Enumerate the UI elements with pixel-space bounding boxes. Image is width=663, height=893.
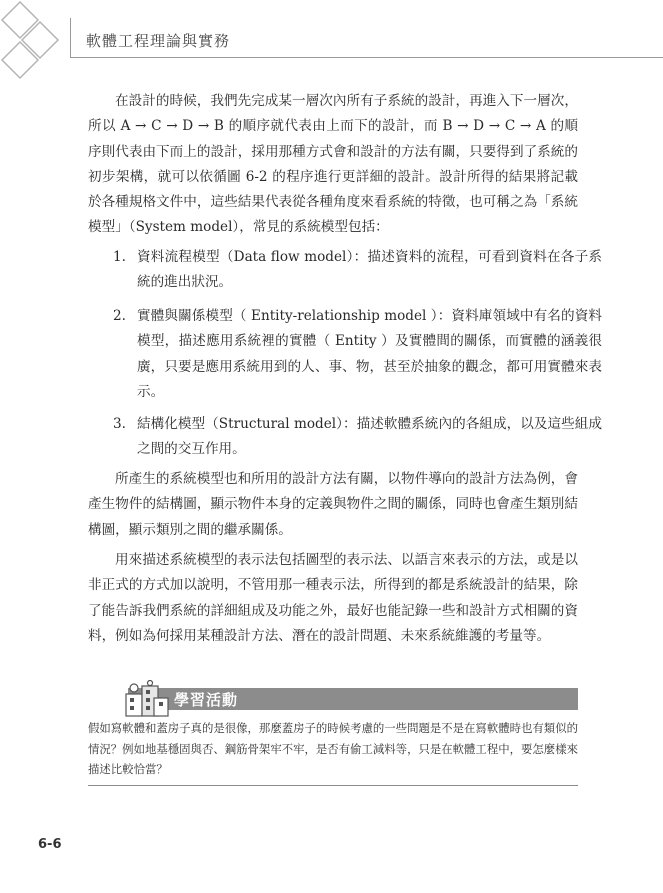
list-item — [113, 304, 602, 405]
list-item-text: 資料流程模型（Data flow model）：描述資料的流程，可看到資料在各子系統的進出狀況。 — [137, 249, 602, 291]
list-item-number: 2. — [113, 308, 126, 324]
activity-text: 假如寫軟體和蓋房子真的是很像，那麼蓋房子的時候考慮的一些問題是不是在寫軟體時也有類似的情況？例如地基穩固與否、鋼筋骨架牢不牢，是否有偷工減料等，只是在軟體工程中，要怎麼樣來描述比較恰當？ — [88, 721, 578, 776]
running-header-title: 軟體工程理論與實務 — [86, 32, 231, 50]
header-divider — [70, 57, 663, 58]
corner-ornament — [0, 0, 90, 80]
activity-title: 學習活動 — [174, 691, 239, 709]
list-item — [113, 245, 602, 296]
activity-bottom-rule — [88, 785, 578, 786]
list-item-number: 1. — [113, 249, 126, 265]
list-item-text: 實體與關係模型（ Entity-relationship model ）：資料庫領域中有名的資料模型，描述應用系統裡的實體（ Entity ）及實體間的關係，而實體的涵義很廣，只要是應用系統用到的人、事、物，甚至於抽象的觀念，都可用實體來表示。 — [137, 308, 602, 400]
header-divider-vertical — [70, 18, 71, 58]
list-item-text: 結構化模型（Structural model）：描述軟體系統內的各組成，以及這些組成之間的交互作用。 — [137, 416, 602, 458]
list-item — [113, 412, 602, 463]
page-number: 6-6 — [38, 837, 62, 852]
paragraph-3: 用來描述系統模型的表示法包括圖型的表示法、以語言來表示的方法，或是以非正式的方式加以說明，不管用那一種表示法，所得到的都是系統設計的結果，除了能告訴我們系統的詳細組成及功能之外，最好也能記錄一些和設計方式相關的資料，例如為何採用某種設計方法、潛在的設計問題、未來系統維護的考量等。 — [88, 552, 578, 644]
paragraph-1: 在設計的時候，我們先完成某一層次內所有子系統的設計，再進入下一層次，所以 A → C → D → B 的順序就代表由上而下的設計，而 B → D → C → A 的順序則代表由下而上的設計，採用那種方式會和設計的方法有關，只要得到了系統的初步架構，就可以依循圖 6-2 的程序進行更詳細的設計。設計所得的結果將記載於各種規格文件中，這些結果代表從各種角度來看系統的特徵，也可稱之為「系統模型」（System model），常見的系統模型包括： — [88, 93, 578, 236]
paragraph-2: 所產生的系統模型也和所用的設計方法有關，以物件導向的設計方法為例，會產生物件的結構圖，顯示物件本身的定義與物件之間的關係，同時也會產生類別結構圖，顯示類別之間的繼承關係。 — [88, 471, 578, 538]
building-blocks-icon — [124, 680, 170, 718]
list-item-number: 3. — [113, 416, 126, 432]
